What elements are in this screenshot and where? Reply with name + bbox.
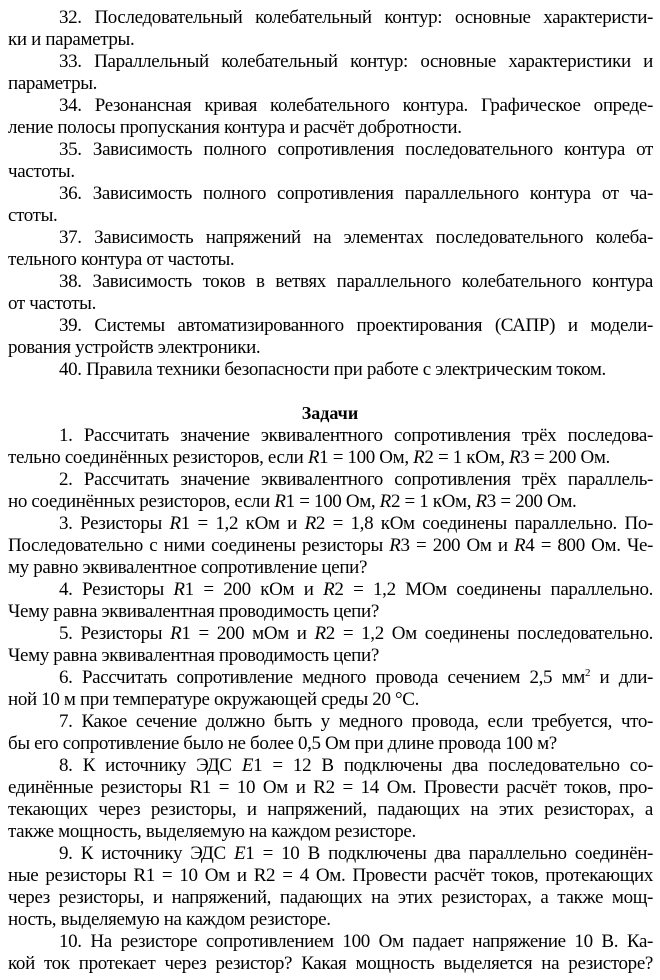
task-7-line-2: бы его сопротивление было не более 0,5 Ом при длине провода 100 м? xyxy=(8,733,557,754)
question-34-line-1: 34. Резонансная кривая колебательного контура. Графическое опреде- xyxy=(59,95,653,116)
task-1-line-2: тельно соединённых резисторов, если R1 = 100 Ом, R2 = 1 кОм, R3 = 200 Ом. xyxy=(8,447,610,468)
task-2-line-2: но соединённых резисторов, если R1 = 100 Ом, R2 = 1 кОм, R3 = 200 Ом. xyxy=(8,491,577,512)
task-5-line-1: 5. Резисторы R1 = 200 мОм и R2 = 1,2 Ом соединены последовательно. xyxy=(59,623,653,644)
task-7-line-1: 7. Какое сечение должно быть у медного провода, если требуется, что- xyxy=(59,711,653,732)
question-32-line-2: ки и параметры. xyxy=(8,29,135,50)
question-37-line-2: тельного контура от частоты. xyxy=(8,249,235,270)
task-9-line-1: 9. К источнику ЭДС E1 = 10 В подключены два параллельно соединён- xyxy=(59,843,653,864)
task-3-line-3: му равно эквивалентное сопротивление цепи? xyxy=(8,557,368,578)
question-39-line-1: 39. Системы автоматизированного проектирования (САПР) и модели- xyxy=(59,315,653,336)
task-1-line-1: 1. Рассчитать значение эквивалентного сопротивления трёх последова- xyxy=(59,425,653,446)
task-2-line-1: 2. Рассчитать значение эквивалентного сопротивления трёх параллель- xyxy=(59,469,653,490)
task-9-line-4: ность, выделяемую на каждом резисторе. xyxy=(8,909,331,930)
task-5-line-2: Чему равна эквивалентная проводимость цепи? xyxy=(8,645,379,666)
question-36-line-1: 36. Зависимость полного сопротивления параллельного контура от ча- xyxy=(59,183,653,204)
question-32-line-1: 32. Последовательный колебательный контур: основные характеристи- xyxy=(59,7,653,28)
task-8-line-1: 8. К источнику ЭДС E1 = 12 В подключены два последовательно со- xyxy=(59,755,653,776)
task-8-line-4: также мощность, выделяемую на каждом резисторе. xyxy=(8,821,416,842)
question-38-line-1: 38. Зависимость токов в ветвях параллельного колебательного контура xyxy=(59,271,653,292)
question-37-line-1: 37. Зависимость напряжений на элементах последовательного колеба- xyxy=(59,227,653,248)
question-33-line-2: параметры. xyxy=(8,73,98,94)
question-36-line-2: стоты. xyxy=(8,205,58,226)
task-6-line-2: ной 10 м при температуре окружающей среды 20 °С. xyxy=(8,689,419,710)
task-3-line-1: 3. Резисторы R1 = 1,2 кОм и R2 = 1,8 кОм соединены параллельно. По- xyxy=(59,513,653,534)
task-8-line-2: единённые резисторы R1 = 10 Ом и R2 = 14 Ом. Провести расчёт токов, про- xyxy=(8,777,653,798)
task-10-line-1: 10. На резисторе сопротивлением 100 Ом падает напряжение 10 В. Ка- xyxy=(59,931,653,952)
question-35-line-2: частоты. xyxy=(8,161,75,182)
task-4-line-2: Чему равна эквивалентная проводимость цепи? xyxy=(8,601,379,622)
task-10-line-2: кой ток протекает через резистор? Какая мощность выделяется на резисторе? xyxy=(8,953,653,974)
tasks-heading: Задачи xyxy=(301,403,359,423)
question-34-line-2: ление полосы пропускания контура и расчёт добротности. xyxy=(8,117,462,138)
task-8-line-3: текающих через резисторы, и напряжений, падающих на этих резисторах, а xyxy=(8,799,653,820)
task-3-line-2: Последовательно с ними соединены резисторы R3 = 200 Ом и R4 = 800 Ом. Че- xyxy=(8,535,654,556)
question-33-line-1: 33. Параллельный колебательный контур: основные характеристики и xyxy=(59,51,653,72)
superscript-2: 2 xyxy=(584,667,591,679)
question-35-line-1: 35. Зависимость полного сопротивления последовательного контура от xyxy=(59,139,653,160)
task-4-line-1: 4. Резисторы R1 = 200 кОм и R2 = 1,2 МОм соединены параллельно. xyxy=(59,579,653,600)
question-38-line-2: от частоты. xyxy=(8,293,96,314)
question-39-line-2: рования устройств электроники. xyxy=(8,337,261,358)
question-40-line-1: 40. Правила техники безопасности при работе с электрическим током. xyxy=(59,359,606,380)
task-9-line-2: ные резисторы R1 = 10 Ом и R2 = 4 Ом. Провести расчёт токов, протекающих xyxy=(8,865,653,886)
task-6-line-1: 6. Рассчитать сопротивление медного провода сечением 2,5 $мм^2$ и дли- xyxy=(59,667,653,688)
task-9-line-3: через резисторы, и напряжений, падающих на этих резисторах, а также мощ- xyxy=(8,887,653,908)
